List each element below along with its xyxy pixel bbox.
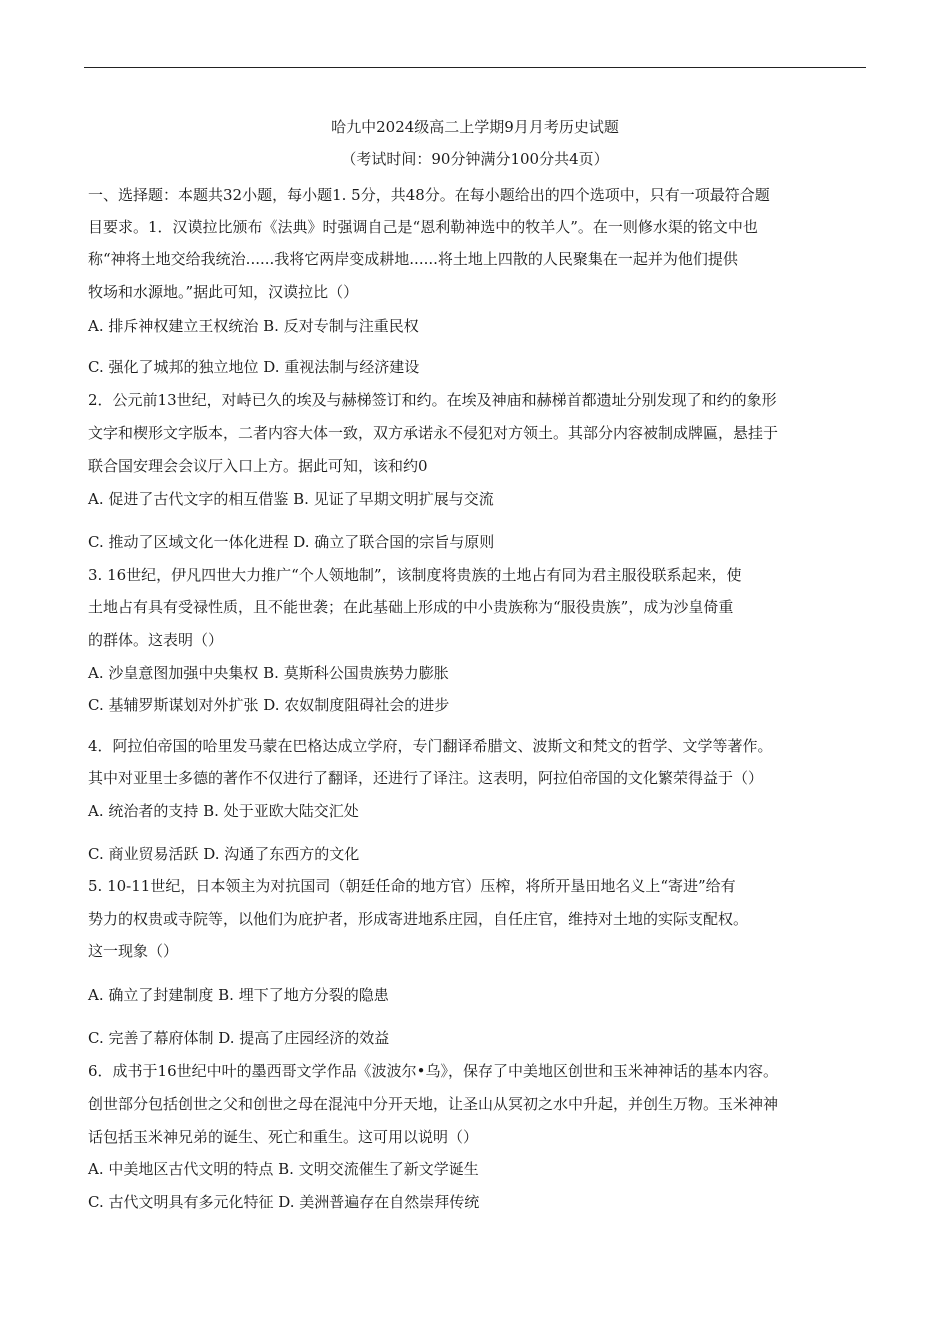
q4-stem-line-2: 其中对亚里士多德的著作不仅进行了翻译，还进行了译注。这表明，阿拉伯帝国的文化繁荣得益于（） [88,769,764,787]
q6-options-ab: A. 中美地区古代文明的特点 B. 文明交流催生了新文学诞生 [88,1160,479,1178]
q2-options-ab: A. 促进了古代文字的相互借鉴 B. 见证了早期文明扩展与交流 [88,490,494,508]
q1-stem-line-2: 目要求。1．汉谟拉比颁布《法典》时强调自己是“恩利勒神选中的牧羊人”。在一则修水渠的铭文中也 [88,218,758,236]
q1-stem-line-1: 一、选择题：本题共32小题，每小题1. 5分，共48分。在每小题给出的四个选项中，只有一项最符合题 [88,186,770,204]
q2-stem-line-2: 文字和楔形文字版本，二者内容大体一致，双方承诺永不侵犯对方领土。其部分内容被制成牌匾，悬挂于 [88,424,779,442]
q6-stem-line-2: 创世部分包括创世之父和创世之母在混沌中分开天地，让圣山从冥初之水中升起，并创生万物。玉米神神 [88,1095,779,1113]
q5-stem-line-1: 5. 10-11世纪，日本领主为对抗国司（朝廷任命的地方官）压榨，将所开垦田地名义上“寄进”给有 [88,877,736,895]
q1-options-ab: A. 排斥神权建立王权统治 B. 反对专制与注重民权 [88,317,419,335]
exam-subtitle: （考试时间：90分钟满分100分共4页） [341,150,609,168]
q3-options-cd: C. 基辅罗斯谋划对外扩张 D. 农奴制度阻碍社会的进步 [88,696,450,714]
q5-stem-line-2: 势力的权贵或寺院等，以他们为庇护者，形成寄进地系庄园，自任庄官，维持对土地的实际支配权。 [88,910,749,928]
q2-stem-line-1: 2．公元前13世纪，对峙已久的埃及与赫梯签订和约。在埃及神庙和赫梯首都遗址分别发现了和约的象形 [88,391,777,409]
q3-stem-line-2: 土地占有具有受禄性质，且不能世袭；在此基础上形成的中小贵族称为“服役贵族”，成为沙皇倚重 [88,598,734,616]
q6-stem-line-1: 6．成书于16世纪中叶的墨西哥文学作品《波波尔•乌》，保存了中美地区创世和玉米神神话的基本内容。 [88,1062,778,1080]
q4-stem-line-1: 4．阿拉伯帝国的哈里发马蒙在巴格达成立学府，专门翻译希腊文、波斯文和梵文的哲学、文学等著作。 [88,737,773,755]
top-rule [84,67,866,68]
q2-stem-line-3: 联合国安理会会议厅入口上方。据此可知，该和约0 [88,457,428,475]
q4-options-cd: C. 商业贸易活跃 D. 沟通了东西方的文化 [88,845,360,863]
q6-options-cd: C. 古代文明具有多元化特征 D. 美洲普遍存在自然崇拜传统 [88,1193,480,1211]
q5-options-cd: C. 完善了幕府体制 D. 提高了庄园经济的效益 [88,1029,390,1047]
q6-stem-line-3: 话包括玉米神兄弟的诞生、死亡和重生。这可用以说明（） [88,1128,479,1146]
q5-stem-line-3: 这一现象（） [88,942,179,960]
q1-stem-line-3: 称“神将土地交给我统治......我将它两岸变成耕地......将土地上四散的人民聚集在一起并为他们提供 [88,250,738,268]
q1-options-cd: C. 强化了城邦的独立地位 D. 重视法制与经济建设 [88,358,420,376]
q4-options-ab: A. 统治者的支持 B. 处于亚欧大陆交汇处 [88,802,359,820]
q3-stem-line-3: 的群体。这表明（） [88,631,224,649]
q3-stem-line-1: 3. 16世纪，伊凡四世大力推广“个人领地制”，该制度将贵族的土地占有同为君主服役联系起来，使 [88,566,742,584]
q2-options-cd: C. 推动了区域文化一体化进程 D. 确立了联合国的宗旨与原则 [88,533,495,551]
q5-options-ab: A. 确立了封建制度 B. 埋下了地方分裂的隐患 [88,986,389,1004]
q3-options-ab: A. 沙皇意图加强中央集权 B. 莫斯科公国贵族势力膨胀 [88,664,449,682]
exam-title: 哈九中2024级高二上学期9月月考历史试题 [331,118,619,136]
q1-stem-line-4: 牧场和水源地。”据此可知，汉谟拉比（） [88,283,359,301]
